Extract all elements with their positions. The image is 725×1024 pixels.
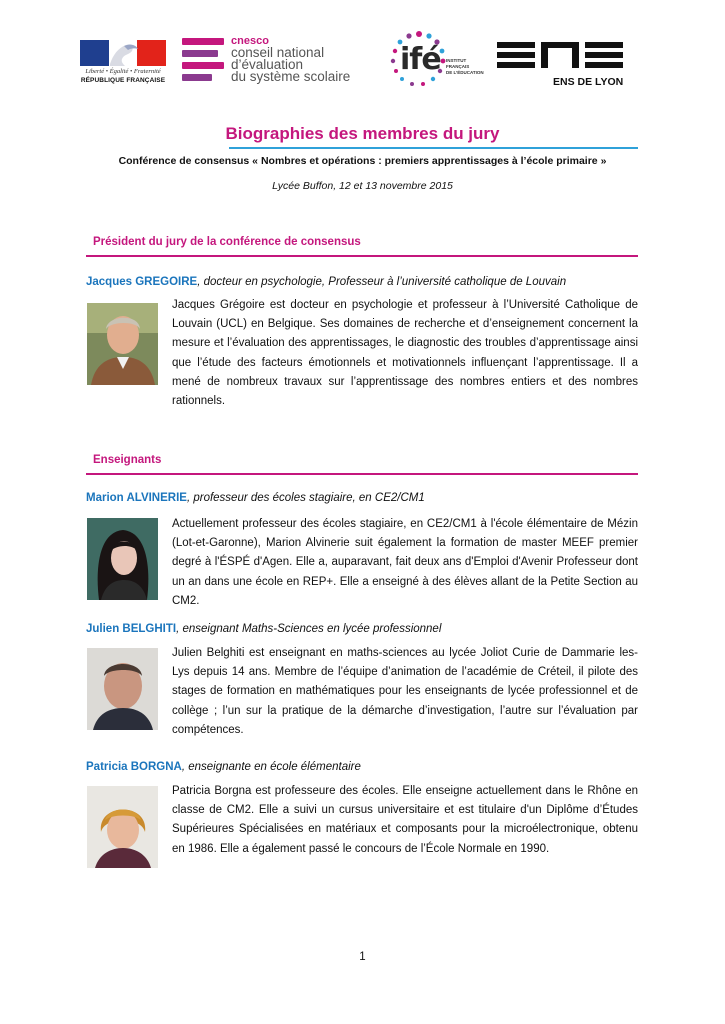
page-number: 1 (359, 951, 366, 963)
ens-glyph-bar (541, 42, 548, 68)
cnesco-line4: du système scolaire (231, 69, 351, 84)
bio-alvinerie: Actuellement professeur des écoles stagiaire, en CE2/CM1 à l'école élémentaire de Mézin (Lot-et-Garonne), Marion Alvinerie suit également la formation de master MEEF premier degré à l'ÉSPÉ d'Agen. Elle a, auparavant, fait deux ans d'Emploi d'Avenir Professeur dont un an dans une école en REP+. Elle a enseigné à des élèves allant de la Petite Section au CM2. (172, 518, 638, 607)
ens-glyph-bar (572, 42, 579, 68)
ife-logo (389, 30, 489, 90)
ife-sub-line: INSTITUT (446, 58, 467, 63)
photo-gregoire (87, 303, 158, 385)
portrait-image (87, 303, 158, 385)
person-name: Jacques GREGOIRE (86, 276, 198, 288)
person-role: , professeur des écoles stagiaire, en CE2/CM1 (186, 492, 425, 504)
person-header-borgna (86, 761, 361, 773)
conference-subtitle: Conférence de consensus « Nombres et opérations : premiers apprentissages à l’école primaire » (118, 155, 607, 167)
person-header-belghiti (86, 623, 441, 635)
ens-glyph-bar (585, 62, 623, 68)
cnesco-bar (182, 74, 212, 81)
ife-subtitle (446, 58, 484, 76)
cnesco-wordmark (231, 35, 350, 83)
person-role: , docteur en psychologie, Professeur à l’université catholique de Louvain (197, 276, 567, 288)
cnesco-bar (182, 62, 224, 69)
bio-borgna: Patricia Borgna est professeure des écoles. Elle enseigne actuellement dans le Rhône en classe de CM2. Elle a suivi un cursus universitaire et est titulaire d'un Diplôme d’Études Supérieures Spécialisées en matériaux et composants pour la microélectronique, obtenu en 1986. Elle a également passé le concours de l’École Normale en 1990. (172, 785, 638, 855)
person-role: , enseignant Maths-Sciences en lycée professionnel (176, 623, 442, 635)
cnesco-line2: conseil national (231, 45, 325, 60)
section-heading-president: Président du jury de la conférence de consensus (93, 236, 361, 248)
venue-line: Lycée Buffon, 12 et 13 novembre 2015 (272, 180, 453, 192)
section-heading-enseignants: Enseignants (93, 454, 162, 466)
photo-borgna (87, 786, 158, 868)
cnesco-logo (182, 36, 372, 88)
cnesco-bar (182, 38, 224, 45)
ens-lyon-logo (497, 40, 627, 90)
person-header-gregoire (86, 276, 566, 288)
bio-belghiti: Julien Belghiti est enseignant en maths-sciences au lycée Joliot Curie de Dammarie les-Lys depuis 14 ans. Membre de l’équipe d’animation de l’académie de Créteil, il pilote des stages de formation en mathématiques pour les enseignants de lycée professionnel et de collège ; l’un sur la pratique de la démarche d’investigation, l’autre sur l’évaluation par compétences. (172, 647, 638, 736)
ens-glyph-bar (585, 42, 623, 48)
portrait-image (87, 786, 158, 868)
photo-belghiti (87, 648, 158, 730)
section-divider (86, 473, 638, 475)
portrait-image (87, 518, 158, 600)
marianne-flag-icon (80, 40, 166, 66)
ife-sub-line: DE L’ÉDUCATION (446, 70, 484, 75)
cnesco-line3: d’évaluation (231, 57, 304, 72)
ife-sub-line: FRANÇAIS (446, 64, 470, 69)
portrait-image (87, 648, 158, 730)
ens-glyph-bar (497, 42, 535, 48)
title-divider (229, 147, 638, 149)
section-divider (86, 255, 638, 257)
ens-label: ENS DE LYON (553, 76, 624, 88)
person-header-alvinerie (86, 492, 425, 504)
republique-francaise-logo (80, 40, 166, 86)
ens-glyph-bar (497, 62, 535, 68)
ens-glyph-bar (497, 52, 535, 58)
cnesco-bar (182, 50, 218, 57)
cnesco-line1: cnesco (231, 35, 269, 47)
rf-motto: Liberté • Égalité • Fraternité (85, 68, 161, 75)
photo-alvinerie (87, 518, 158, 600)
page-title: Biographies des membres du jury (225, 124, 500, 143)
rf-name: RÉPUBLIQUE FRANÇAISE (80, 77, 166, 84)
person-name: Marion ALVINERIE (86, 492, 187, 504)
person-role: , enseignante en école élémentaire (181, 761, 361, 773)
person-name: Julien BELGHITI (86, 623, 177, 635)
bio-gregoire: Jacques Grégoire est docteur en psychologie et professeur à l’Université Catholique de Louvain (UCL) en Belgique. Ses domaines de recherche et d’enseignement concernent la mesure et l’évaluation des apprentissages, le diagnostic des troubles d’apprentissage ainsi que l’étude des facteurs émotionnels et motivationnels influençant l’apprentissage. Il a mené de nombreux travaux sur l’apprentissage des nombres entiers et des nombres rationnels. (172, 299, 638, 408)
ens-glyph-bar (585, 52, 623, 58)
person-name: Patricia BORGNA (86, 761, 182, 773)
ife-wordmark: ifé (400, 42, 441, 77)
